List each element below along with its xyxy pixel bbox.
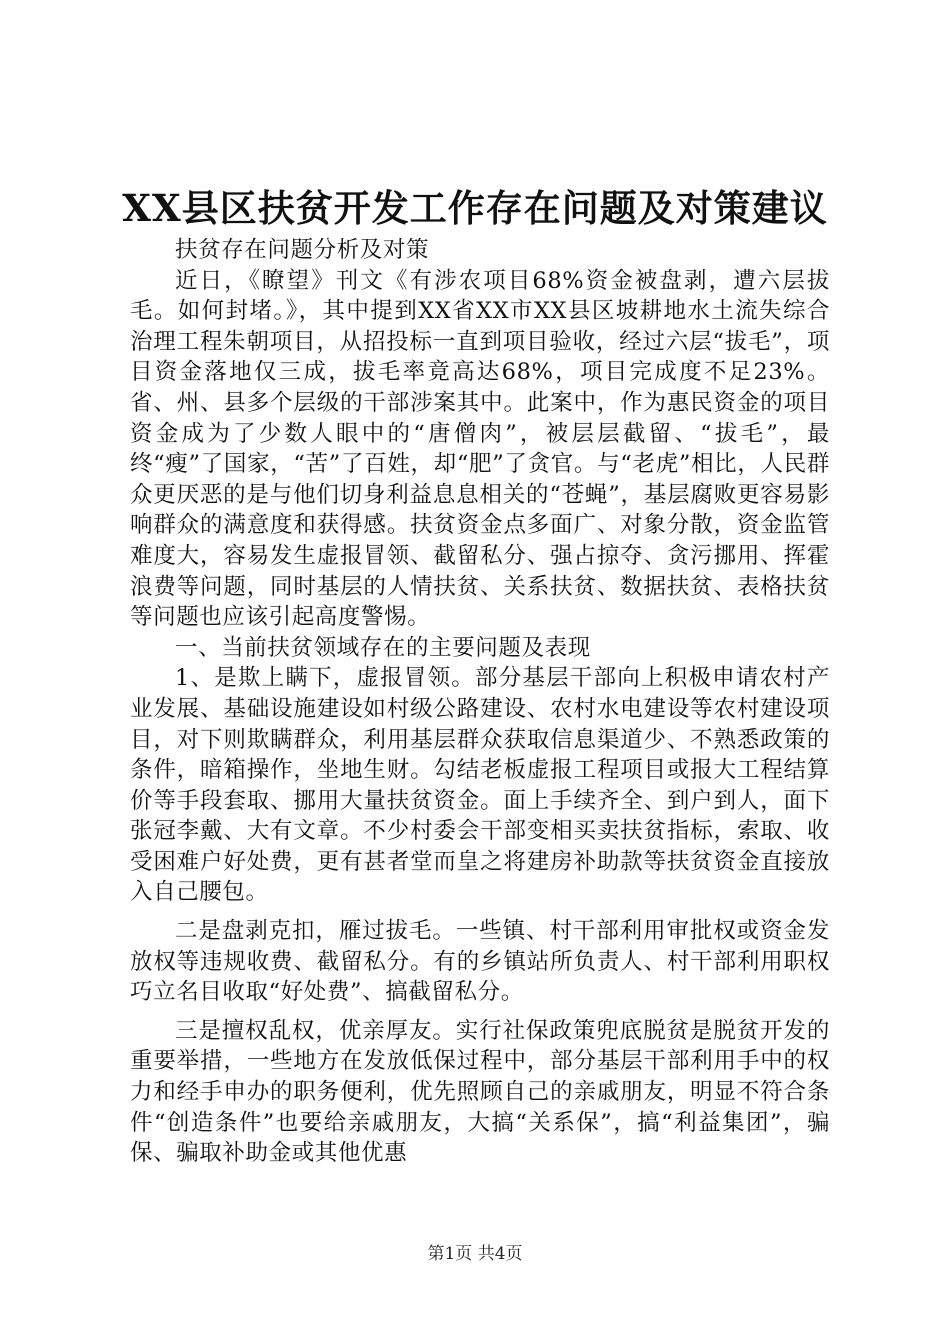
problem-2-paragraph: 二是盘剥克扣，雁过拔毛。一些镇、村干部利用审批权或资金发放权等违规收费、截留私分。有的乡镇站所负责人、村干部利用职权巧立名目收取“好处费”、搞截留私分。	[130, 918, 830, 1006]
document-title: XX县区扶贫开发工作存在问题及对策建议	[122, 186, 828, 230]
problem-3-paragraph: 三是擅权乱权，优亲厚友。实行社保政策兜底脱贫是脱贫开发的重要举措，一些地方在发放低保过程中，部分基层干部利用手中的权力和经手申办的职务便利，优先照顾自己的亲戚朋友，明显不符合条件“创造条件”也要给亲戚朋友，大搞“关系保”，搞“利益集团”，骗保、骗取补助金或其他优惠	[130, 1017, 830, 1167]
document-body	[130, 235, 830, 1169]
intro-paragraph: 近日，《瞭望》刊文《有涉农项目68%资金被盘剥，遭六层拔毛。如何封堵。》，其中提到XX省XX市XX县区坡耕地水土流失综合治理工程朱朝项目，从招投标一直到项目验收，经过六层“拔毛”，项目资金落地仅三成，拔毛率竟高达68%，项目完成度不足23%。省、州、县多个层级的干部涉案其中。此案中，作为惠民资金的项目资金成为了少数人眼中的“唐僧肉”，被层层截留、“拔毛”，最终“瘦”了国家，“苦”了百姓，却“肥”了贪官。与“老虎”相比，人民群众更厌恶的是与他们切身利益息息相关的“苍蝇”，基层腐败更容易影响群众的满意度和获得感。扶贫资金点多面广、对象分散，资金监管难度大，容易发生虚报冒领、截留私分、强占掠夺、贪污挪用、挥霍浪费等问题，同时基层的人情扶贫、关系扶贫、数据扶贫、表格扶贫等问题也应该引起高度警惕。	[130, 267, 830, 631]
section-heading: 一、当前扶贫领域存在的主要问题及表现	[175, 634, 591, 661]
subtitle-paragraph: 扶贫存在问题分析及对策	[175, 237, 430, 263]
problem-1-paragraph: 1、是欺上瞒下，虚报冒领。部分基层干部向上积极申请农村产业发展、基础设施建设如村级公路建设、农村水电建设等农村建设项目，对下则欺瞒群众，利用基层群众获取信息渠道少、不熟悉政策的条件，暗箱操作，坐地生财。勾结老板虚报工程项目或报大工程结算价等手段套取、挪用大量扶贫资金。面上手续齐全、到户到人，面下张冠李戴、大有文章。不少村委会干部变相买卖扶贫指标，索取、收受困难户好处费，更有甚者堂而皇之将建房补助款等扶贫资金直接放入自己腰包。	[130, 665, 830, 906]
page-number-footer: 第1页 共4页	[427, 1244, 523, 1264]
